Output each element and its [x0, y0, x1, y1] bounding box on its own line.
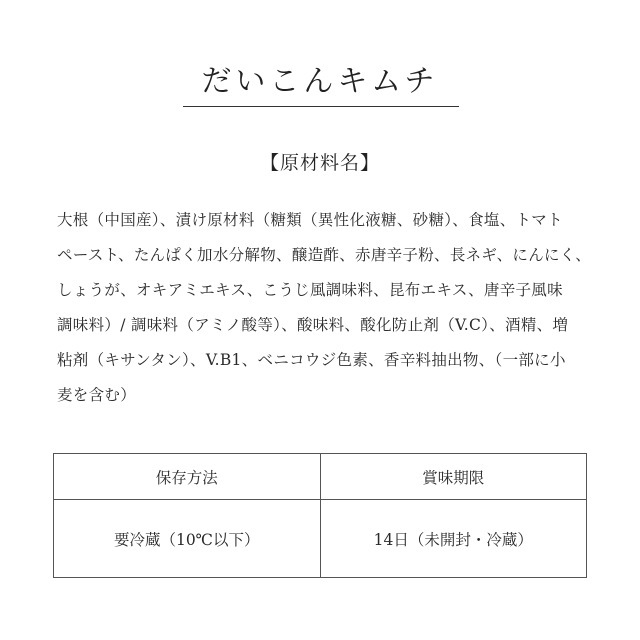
ingredients-line: しょうが、オキアミエキス、こうじ風調味料、昆布エキス、唐辛子風味: [57, 281, 563, 299]
storage-method-header: 保存方法: [54, 454, 321, 500]
ingredients-text: [57, 203, 597, 413]
ingredients-heading: 【原材料名】: [259, 152, 380, 174]
product-title: だいこんキムチ: [201, 64, 439, 99]
table-header-row: [54, 454, 587, 500]
ingredients-line: 調味料）/ 調味料（アミノ酸等）、酸味料、酸化防止剤（V.C）、酒精、増: [57, 316, 569, 334]
ingredients-line: 粘剤（キサンタン）、V.B1、ベニコウジ色素、香辛料抽出物、（一部に小: [57, 351, 566, 369]
table-row: [54, 500, 587, 578]
best-before-header: 賞味期限: [320, 454, 587, 500]
ingredients-line: ペースト、たんぱく加水分解物、醸造酢、赤唐辛子粉、長ネギ、にんにく、: [57, 246, 592, 264]
ingredients-line: 麦を含む）: [57, 386, 137, 404]
best-before-value: 14日（未開封・冷蔵）: [320, 500, 587, 578]
storage-info-table: [53, 453, 587, 578]
storage-method-value: 要冷蔵（10℃以下）: [54, 500, 321, 578]
ingredients-line: 大根（中国産）、漬け原材料（糖類（異性化液糖、砂糖）、食塩、トマト: [57, 211, 563, 229]
title-underline: [183, 106, 459, 107]
